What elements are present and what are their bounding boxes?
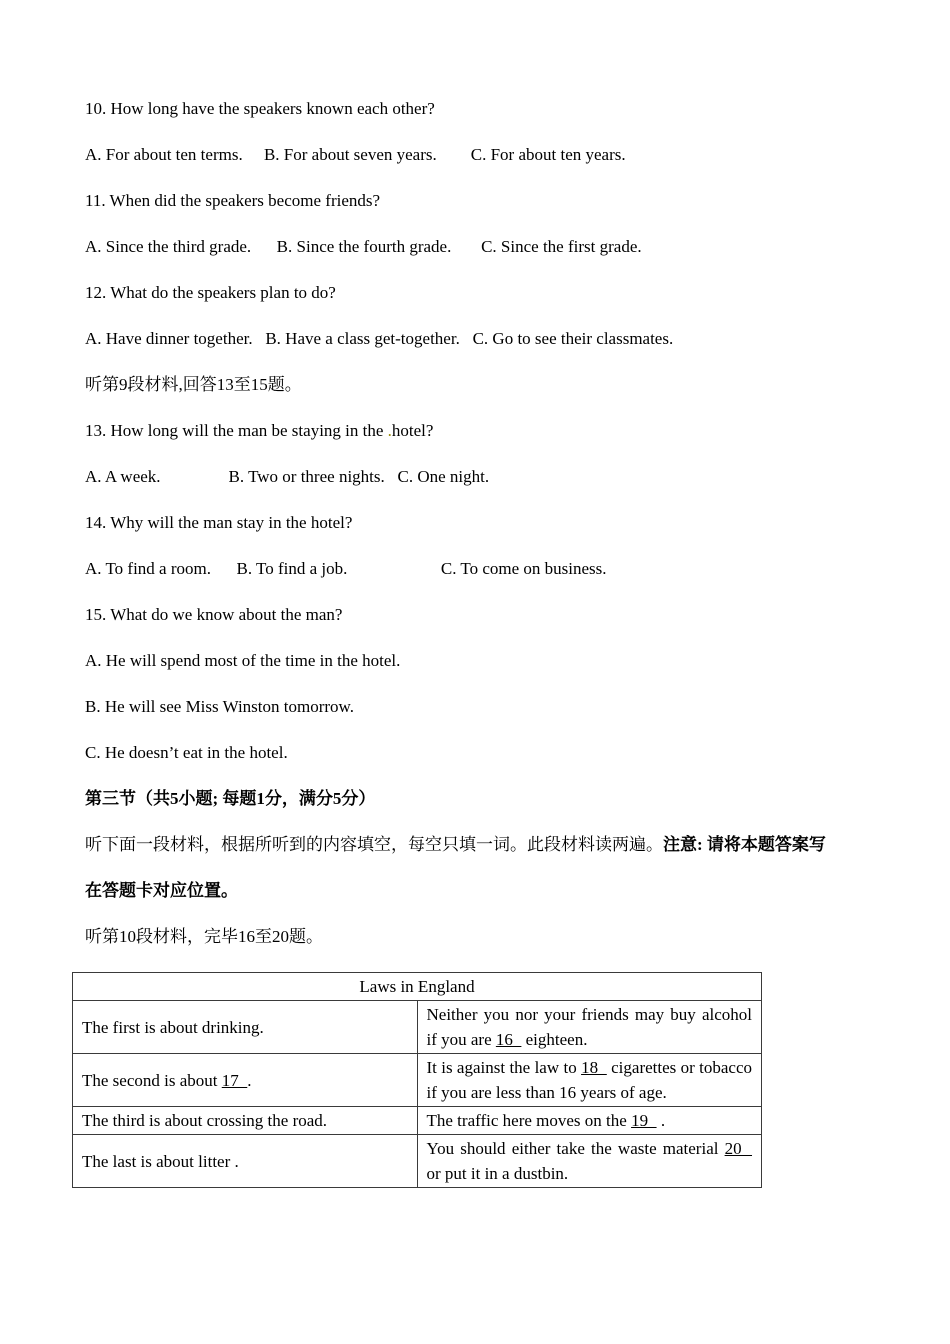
laws-in-england-table <box>72 972 762 1188</box>
section-3-instruction <box>85 834 885 855</box>
cell-text: . <box>656 1111 666 1130</box>
question-14-options: A. To find a room. B. To find a job. C. To come on business. <box>85 559 607 578</box>
question-13-text: 13. How long will the man be staying in the <box>85 421 388 440</box>
table-cell-third-law: The third is about crossing the road. <box>73 1107 418 1135</box>
question-15: 15. What do we know about the man? <box>85 605 343 624</box>
table-cell-first-law-detail <box>417 1001 762 1054</box>
cell-text: It is against the law to <box>426 1058 582 1077</box>
table-row <box>73 1107 762 1135</box>
question-12: 12. What do the speakers plan to do? <box>85 283 336 302</box>
table-cell-first-law: The first is about drinking. <box>73 1001 418 1054</box>
section-9-listening-note: 听第9段材料,回答13至15题。 <box>85 375 302 394</box>
question-12-options: A. Have dinner together. B. Have a class get-together. C. Go to see their classmates. <box>85 329 674 348</box>
section-3-instruction-line2: 在答题卡对应位置。 <box>85 881 238 900</box>
table-row <box>73 1054 762 1107</box>
blank-19: 19 <box>631 1111 657 1130</box>
question-13-options: A. A week. B. Two or three nights. C. One night. <box>85 467 490 486</box>
question-11: 11. When did the speakers become friends? <box>85 191 381 210</box>
blank-16: 16 <box>495 1030 522 1049</box>
cell-text: You should either take the waste material <box>426 1139 725 1158</box>
table-cell-third-law-detail <box>417 1107 762 1135</box>
table-row <box>73 1135 762 1188</box>
table-row <box>73 1001 762 1054</box>
table-cell-last-law: The last is about litter . <box>73 1135 418 1188</box>
question-15-option-c: C. He doesn’t eat in the hotel. <box>85 743 288 762</box>
cell-text: The traffic here moves on the <box>426 1111 632 1130</box>
table-cell-second-law <box>73 1054 418 1107</box>
cell-text: . <box>247 1070 252 1090</box>
cell-text: or put it in a dustbin. <box>426 1164 569 1183</box>
question-15-option-b: B. He will see Miss Winston tomorrow. <box>85 697 354 716</box>
question-10: 10. How long have the speakers known each other? <box>85 99 435 118</box>
section-3-header: 第三节（共5小题; 每题1分，满分5分） <box>85 789 376 808</box>
table-title-row <box>73 973 762 1001</box>
question-13-text-end: hotel? <box>391 421 434 440</box>
cell-text: Neither you nor your friends may buy alcohol if you are <box>426 1005 752 1049</box>
instruction-regular-text: 听下面一段材料，根据所听到的内容填空，每空只填一词。此段材料读两遍。 <box>85 835 663 854</box>
cell-text: eighteen. <box>521 1030 588 1049</box>
blank-20: 20 <box>724 1139 753 1158</box>
blank-18: 18 <box>581 1058 607 1077</box>
section-10-listening-note: 听第10段材料，完毕16至20题。 <box>85 927 323 946</box>
blank-17: 17 <box>221 1070 248 1090</box>
question-15-option-a: A. He will spend most of the time in the hotel. <box>85 651 401 670</box>
stray-dot: . <box>387 421 392 440</box>
instruction-bold-text: 注意: 请将本题答案写 <box>663 835 826 854</box>
question-13 <box>85 420 885 441</box>
question-14: 14. Why will the man stay in the hotel? <box>85 513 353 532</box>
cell-text: The second is about <box>82 1070 222 1090</box>
question-11-options: A. Since the third grade. B. Since the fourth grade. C. Since the first grade. <box>85 237 642 256</box>
cell-text: cigarettes or tobacco if you are less than 16 years of age. <box>426 1058 752 1102</box>
table-cell-last-law-detail <box>417 1135 762 1188</box>
table-cell-second-law-detail <box>417 1054 762 1107</box>
table-title: Laws in England <box>73 973 762 1001</box>
question-10-options: A. For about ten terms. B. For about seven years. C. For about ten years. <box>85 145 626 164</box>
